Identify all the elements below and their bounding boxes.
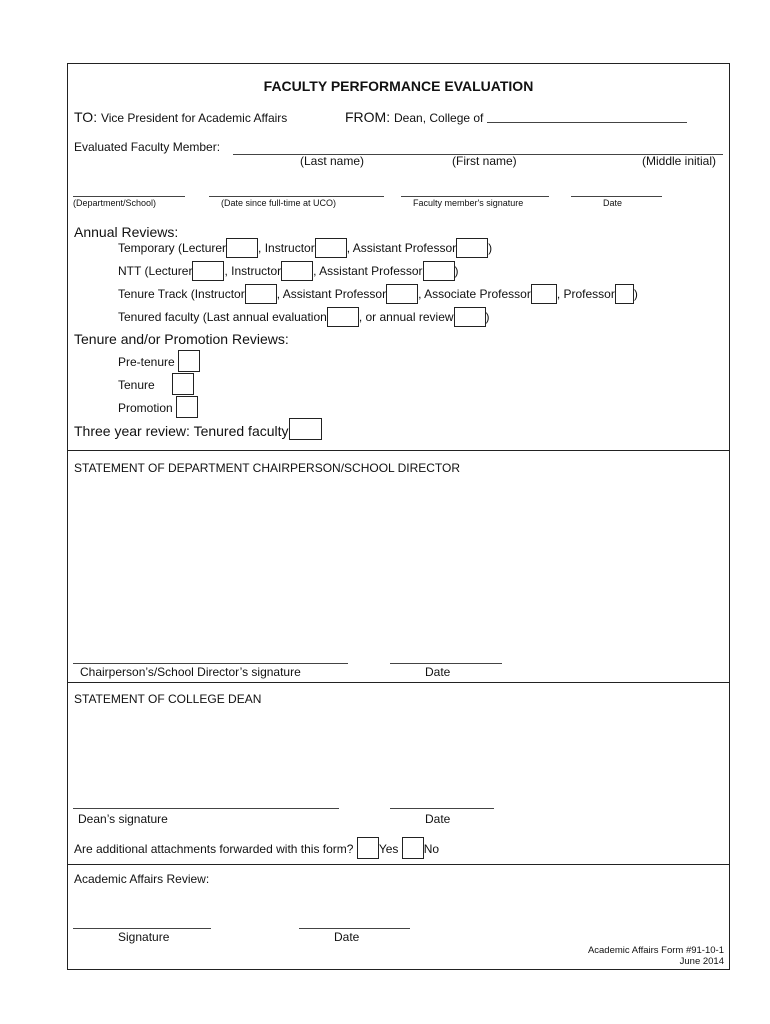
last-name-caption: (Last name) — [300, 154, 365, 168]
middle-initial-caption: (Middle initial) — [642, 154, 717, 168]
tenured-row — [118, 307, 490, 327]
ntt-instructor-checkbox[interactable] — [281, 261, 313, 281]
faculty-signature-field[interactable] — [401, 196, 549, 197]
academic-affairs-date-caption: Date — [334, 930, 360, 944]
tenure-track-assoc-prof-checkbox[interactable] — [531, 284, 557, 304]
faculty-date-caption: Date — [603, 198, 623, 208]
date-since-field[interactable] — [209, 196, 384, 197]
ntt-row — [118, 261, 459, 281]
academic-affairs-heading: Academic Affairs Review: — [74, 872, 210, 886]
form-number: Academic Affairs Form #91-10-1 — [587, 945, 724, 956]
evaluated-faculty-label: Evaluated Faculty Member: — [74, 140, 221, 154]
tenure-track-asst-prof-checkbox[interactable] — [386, 284, 418, 304]
dean-signature-caption: Dean’s signature — [78, 812, 168, 826]
ntt-close: ) — [454, 264, 459, 278]
form-date: June 2014 — [679, 956, 724, 967]
ntt-asst-prof-label: , Assistant Professor — [313, 264, 423, 278]
attachments-question: Are additional attachments forwarded with this form? — [74, 842, 354, 856]
pre-tenure-checkbox[interactable] — [178, 350, 200, 372]
ntt-instructor-label: , Instructor — [224, 264, 282, 278]
chair-signature-caption: Chairperson’s/School Director’s signature — [80, 665, 301, 679]
tenure-track-prof-label: , Professor — [556, 287, 615, 301]
ntt-asst-prof-checkbox[interactable] — [423, 261, 455, 281]
tenured-annual-review-checkbox[interactable] — [454, 307, 486, 327]
faculty-signature-caption: Faculty member's signature — [413, 198, 524, 208]
chair-signature-field[interactable] — [73, 663, 348, 664]
dean-date-caption: Date — [425, 812, 451, 826]
temporary-instructor-checkbox[interactable] — [315, 238, 347, 258]
tenure-track-row — [118, 284, 638, 304]
attachments-no-checkbox[interactable] — [402, 837, 424, 859]
chair-statement-area[interactable] — [74, 480, 724, 652]
pre-tenure-label: Pre-tenure — [118, 355, 175, 369]
form-title: FACULTY PERFORMANCE EVALUATION — [263, 78, 534, 94]
to-row — [74, 109, 287, 125]
tenured-annual-review-label: , or annual review — [358, 310, 454, 324]
dean-statement-heading: STATEMENT OF COLLEGE DEAN — [74, 692, 262, 706]
date-since-caption: (Date since full-time at UCO) — [221, 198, 337, 208]
academic-affairs-signature-caption: Signature — [118, 930, 170, 944]
academic-affairs-signature-field[interactable] — [73, 928, 211, 929]
dean-statement-area[interactable] — [74, 710, 724, 798]
tenured-label: Tenured faculty (Last annual evaluation — [118, 310, 327, 324]
chair-date-field[interactable] — [390, 663, 502, 664]
attachments-no-label: No — [423, 842, 440, 856]
tenure-track-asst-prof-label: , Assistant Professor — [276, 287, 387, 301]
to-label: TO: — [74, 109, 98, 125]
temporary-close: ) — [488, 241, 493, 255]
from-label: FROM: — [345, 109, 391, 125]
chair-statement-heading: STATEMENT OF DEPARTMENT CHAIRPERSON/SCHOOL DIRECTOR — [74, 461, 461, 475]
from-value: Dean, College of — [394, 111, 484, 125]
temporary-label: Temporary (Lecturer — [118, 241, 227, 255]
college-name-field[interactable] — [487, 122, 687, 123]
temporary-instructor-label: , Instructor — [258, 241, 315, 255]
promotion-row — [118, 396, 198, 418]
divider — [68, 450, 729, 451]
department-caption: (Department/School) — [73, 198, 157, 208]
three-year-row — [74, 418, 322, 440]
attachments-yes-label: Yes — [378, 842, 399, 856]
temporary-asst-prof-label: , Assistant Professor — [346, 241, 457, 255]
tenure-row — [118, 373, 194, 395]
dean-signature-field[interactable] — [73, 808, 339, 809]
to-value: Vice President for Academic Affairs — [100, 111, 288, 125]
chair-date-caption: Date — [425, 665, 451, 679]
form-footer — [588, 945, 724, 967]
ntt-lecturer-checkbox[interactable] — [192, 261, 224, 281]
temporary-lecturer-checkbox[interactable] — [226, 238, 258, 258]
divider — [68, 682, 729, 683]
tenure-track-instructor-checkbox[interactable] — [245, 284, 277, 304]
attachments-row — [74, 837, 439, 859]
ntt-label: NTT (Lecturer — [118, 264, 193, 278]
academic-affairs-date-field[interactable] — [299, 928, 410, 929]
first-name-caption: (First name) — [452, 154, 517, 168]
pre-tenure-row — [118, 350, 200, 372]
department-field[interactable] — [73, 196, 185, 197]
tenure-label: Tenure — [118, 378, 155, 392]
three-year-label: Three year review: Tenured faculty — [74, 423, 289, 439]
from-row — [345, 109, 687, 125]
temporary-row — [118, 238, 492, 258]
promotion-checkbox[interactable] — [176, 396, 198, 418]
tenure-track-close: ) — [633, 287, 638, 301]
annual-reviews-heading: Annual Reviews: — [74, 224, 179, 240]
evaluation-form — [67, 63, 730, 970]
dean-date-field[interactable] — [390, 808, 494, 809]
tenured-last-evaluation-checkbox[interactable] — [327, 307, 359, 327]
tenure-track-prof-checkbox[interactable] — [615, 284, 634, 304]
promotion-label: Promotion — [118, 401, 173, 415]
tenure-track-label: Tenure Track (Instructor — [118, 287, 245, 301]
tenured-close: ) — [485, 310, 490, 324]
temporary-asst-prof-checkbox[interactable] — [456, 238, 488, 258]
tenure-track-assoc-prof-label: , Associate Professor — [418, 287, 531, 301]
divider — [68, 864, 729, 865]
tenure-promotion-heading: Tenure and/or Promotion Reviews: — [74, 331, 289, 347]
faculty-date-field[interactable] — [571, 196, 662, 197]
attachments-yes-checkbox[interactable] — [357, 837, 379, 859]
three-year-checkbox[interactable] — [289, 418, 322, 440]
tenure-checkbox[interactable] — [172, 373, 194, 395]
